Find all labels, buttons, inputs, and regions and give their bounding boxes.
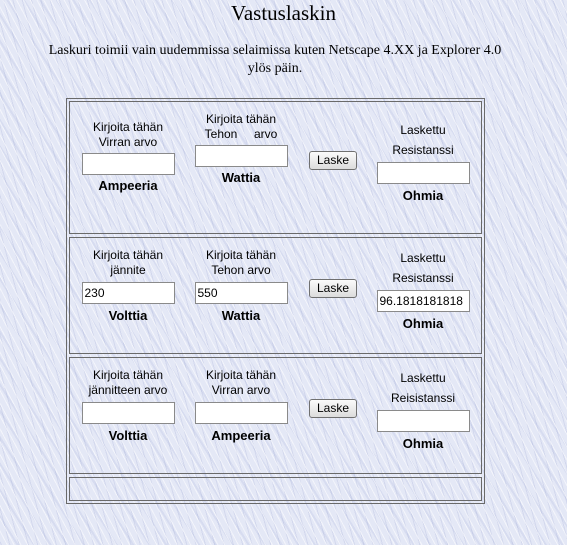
voltage-label-line1: Kirjoita tähän (92, 368, 164, 382)
voltage-input-group (80, 248, 176, 324)
power-input[interactable] (195, 282, 288, 304)
resistance-result-group (375, 248, 471, 332)
calculator-row-voltage-power (69, 237, 482, 354)
power-input[interactable] (195, 145, 288, 167)
voltage-label-line1: Kirjoita tähän (92, 248, 164, 262)
voltage-input[interactable] (82, 282, 175, 304)
current-input-group (193, 368, 289, 444)
power-unit-label: Wattia (221, 170, 261, 185)
empty-table-row (69, 477, 482, 501)
current-input[interactable] (82, 153, 175, 175)
power-input-group (193, 248, 289, 324)
result-label-line2: Reisistanssi (390, 391, 456, 405)
calculate-button[interactable]: Laske (309, 151, 357, 170)
resistance-unit-label: Ohmia (402, 316, 444, 331)
voltage-input-group (80, 368, 176, 444)
voltage-unit-label: Volttia (108, 308, 148, 323)
current-label-line2: Virran arvo (98, 135, 158, 149)
calculate-button[interactable]: Laske (309, 399, 357, 418)
resistance-output[interactable] (377, 162, 470, 184)
calculate-button[interactable]: Laske (309, 279, 357, 298)
resistance-output[interactable] (377, 410, 470, 432)
power-unit-label: Wattia (221, 308, 261, 323)
current-unit-label: Ampeeria (211, 428, 271, 443)
power-label-line2: Tehon arvo (211, 263, 271, 277)
result-label-line2: Resistanssi (392, 271, 454, 285)
resistance-unit-label: Ohmia (402, 436, 444, 451)
current-label-line2: Virran arvo (211, 383, 271, 397)
power-label-line1: Kirjoita tähän (205, 112, 277, 126)
result-label-line1: Laskettu (400, 371, 446, 385)
calculator-row-current-power (69, 101, 482, 234)
current-unit-label: Ampeeria (98, 178, 158, 193)
power-label-line2: Tehon arvo (204, 127, 278, 141)
result-label-line1: Laskettu (400, 251, 446, 265)
power-input-group (193, 112, 289, 186)
calculator-table (66, 98, 485, 504)
result-label-line1: Laskettu (400, 123, 446, 137)
voltage-unit-label: Volttia (108, 428, 148, 443)
current-input[interactable] (195, 402, 288, 424)
voltage-input[interactable] (82, 402, 175, 424)
page-title: Vastuslaskin (231, 1, 336, 25)
calculator-row-voltage-current (69, 357, 482, 474)
resistance-output[interactable] (377, 290, 470, 312)
power-label-line1: Kirjoita tähän (205, 248, 277, 262)
resistance-unit-label: Ohmia (402, 188, 444, 203)
current-label-line1: Kirjoita tähän (92, 120, 164, 134)
voltage-label-line2: jännite (110, 263, 146, 277)
intro-text: Laskuri toimii vain uudemmissa selaimissa kuten Netscape 4.XX ja Explorer 4.0 ylös päin. (48, 43, 502, 76)
result-label-line2: Resistanssi (392, 143, 454, 157)
current-label-line1: Kirjoita tähän (205, 368, 277, 382)
current-input-group (80, 120, 176, 194)
resistance-result-group (375, 120, 471, 204)
voltage-label-line2: jännitteen arvo (88, 383, 168, 397)
resistance-result-group (375, 368, 471, 452)
